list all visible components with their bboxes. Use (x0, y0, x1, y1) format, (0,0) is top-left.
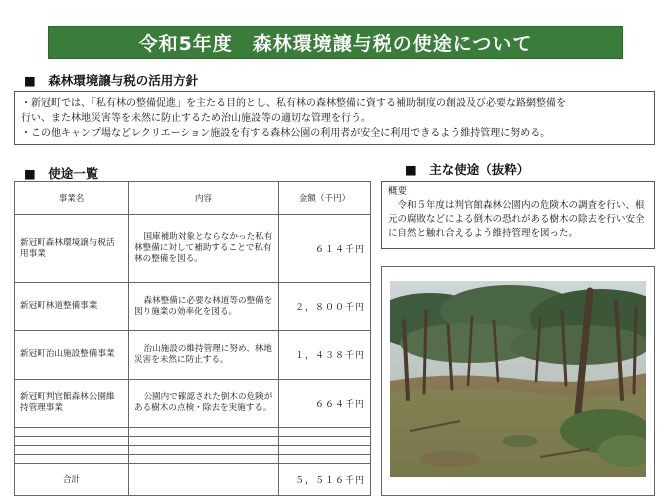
project-amount: １，４３８千円 (279, 331, 371, 379)
project-content: 国庫補助対象とならなかった私有林整備に対して補助することで私有林の整備を図る。 (129, 215, 279, 283)
table-header-row (15, 182, 371, 215)
empty-row (15, 436, 371, 445)
usage-list-heading: ■ 使途一覧 (24, 166, 99, 181)
summary-label: 概要 (388, 186, 408, 197)
project-name: 新冠町判官館森林公園維持管理事業 (15, 379, 129, 427)
forest-park-photo (390, 281, 646, 477)
summary-text: 令和５年度は判官館森林公園内の危険木の調査を行い、根元の腐敗などによる倒木の恐れがある樹木の除去を行い安全に自然と触れ合えるよう維持管理を図った。 (388, 200, 645, 239)
project-amount: ２，８００千円 (279, 283, 371, 331)
empty-row (15, 454, 371, 463)
empty-row (15, 427, 371, 436)
project-content: 森林整備に必要な林道等の整備を図り施業の効率化を図る。 (129, 283, 279, 331)
project-name: 新冠町治山施設整備事業 (15, 331, 129, 379)
photo-frame (381, 266, 655, 496)
column-header: 事業名 (15, 182, 129, 215)
summary-box (381, 181, 655, 249)
table-row (15, 215, 371, 283)
project-name: 新冠町林道整備事業 (15, 283, 129, 331)
policy-box (14, 91, 655, 145)
policy-line: 行い、また林地災害等を未然に防止するため治山施設等の適切な管理を行う。 (21, 113, 371, 124)
table-row (15, 331, 371, 379)
project-content: 公園内で確認された倒木の危険がある樹木の点検・除去を実施する。 (129, 379, 279, 427)
project-amount: ６６４千円 (279, 379, 371, 427)
total-amount: ５，５１６千円 (279, 463, 371, 495)
total-label: 合計 (15, 463, 129, 495)
page-title: 令和5年度 森林環境譲与税の使途について (48, 26, 623, 59)
column-header: 内容 (129, 182, 279, 215)
policy-line: ・この他キャンプ場などレクリエーション施設を有する森林公園の利用者が安全に利用できるよう維持管理に努める。 (21, 128, 551, 139)
main-use-heading: ■ 主な使途（抜粋） (405, 162, 530, 177)
empty-row (15, 445, 371, 454)
policy-line: ・新冠町では、「私有林の整備促進」を主たる目的とし、私有林の森林整備に資する補助制度の創設及び必要な路網整備を (21, 98, 566, 109)
policy-heading: ■ 森林環境譲与税の活用方針 (24, 73, 199, 88)
project-name: 新冠町森林環境譲与税活用事業 (15, 215, 129, 283)
table-row (15, 379, 371, 427)
project-amount: ６１４千円 (279, 215, 371, 283)
project-content: 治山施設の維持管理に努め、林地災害を未然に防止する。 (129, 331, 279, 379)
column-header: 金額（千円） (279, 182, 371, 215)
usage-table (14, 181, 371, 496)
table-row (15, 283, 371, 331)
total-row (15, 463, 371, 495)
